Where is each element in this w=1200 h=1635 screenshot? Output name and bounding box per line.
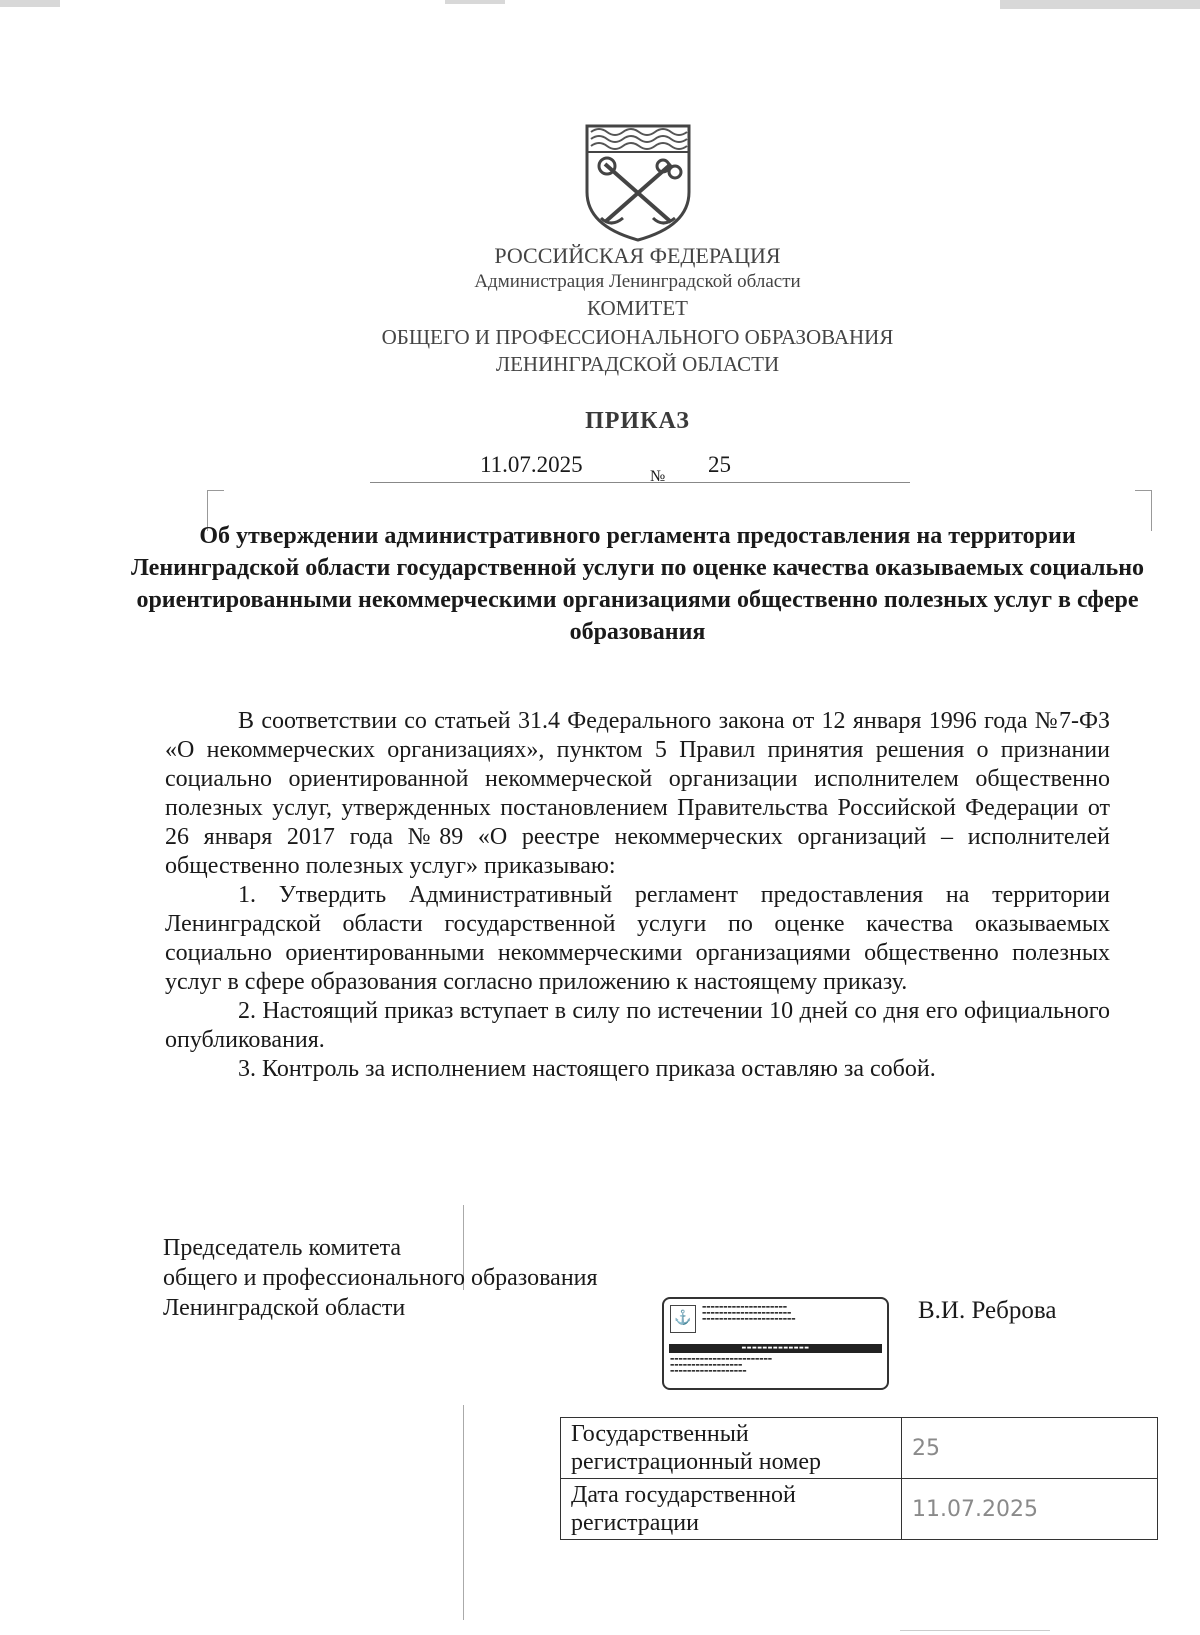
order-date: 11.07.2025	[480, 452, 583, 477]
leningrad-oblast-coat-of-arms-icon	[583, 122, 693, 242]
header-region: ЛЕНИНГРАДСКОЙ ОБЛАСТИ	[495, 352, 780, 376]
header-committee-name: ОБЩЕГО И ПРОФЕССИОНАЛЬНОГО ОБРАЗОВАНИЯ	[381, 325, 894, 349]
scan-edge-right	[1000, 0, 1200, 9]
table-row	[561, 1418, 1158, 1479]
electronic-signature-stamp: ⚓ ▬▬▬▬▬▬▬▬▬▬▬▬▬▬▬▬▬▬▬▬ ▬▬▬▬▬▬▬▬▬▬▬▬▬▬▬▬▬▬▬▬▬ ▬▬▬▬▬▬▬▬▬▬▬▬▬▬▬▬▬▬▬▬▬▬ ▬▬▬▬▬▬▬▬▬▬▬▬▬ ▬▬▬▬▬▬▬▬▬▬▬▬▬▬▬▬▬▬▬▬▬▬▬▬ ▬▬▬▬▬▬▬▬▬▬▬▬▬▬▬▬▬ ▬▬▬▬▬▬▬▬▬▬▬▬▬▬▬▬▬▬	[662, 1297, 889, 1390]
header-committee-word: КОМИТЕТ	[587, 296, 688, 320]
stamp-band: ▬▬▬▬▬▬▬▬▬▬▬▬▬	[669, 1344, 882, 1353]
signatory-position	[163, 1233, 598, 1323]
body-item-3: 3. Контроль за исполнением настоящего приказа оставляю за собой.	[238, 1056, 936, 1082]
signatory-position-line-1: Председатель комитета	[163, 1235, 402, 1261]
signatory-position-line-3: Ленинградской области	[163, 1295, 406, 1321]
scan-edge-center	[445, 0, 505, 4]
registration-number-label: Государственный регистрационный номер	[561, 1418, 902, 1479]
signatory-name: В.И. Реброва	[918, 1297, 1057, 1324]
header-administration: Администрация Ленинградской области	[474, 271, 801, 292]
body-item-1: 1. Утвердить Административный регламент предоставления на территории Ленинградской области государственной услуги по оценке качества оказываемых социально ориентированными некоммерческими организациями общественно полезных услуг в сфере образования согласно приложению к настоящему приказу.	[165, 882, 1110, 995]
stamp-emblem-icon: ⚓	[670, 1305, 696, 1333]
scan-vertical-line-bottom	[463, 1405, 464, 1620]
registration-number-value: 25	[902, 1418, 1158, 1479]
registration-date-label: Дата государственной регистрации	[561, 1479, 902, 1540]
scan-edge-left	[0, 0, 60, 7]
order-number: 25	[708, 452, 731, 477]
table-row	[561, 1479, 1158, 1540]
registration-table	[560, 1417, 1158, 1540]
order-number-sign: №	[650, 468, 666, 485]
registration-date-value: 11.07.2025	[902, 1479, 1158, 1540]
order-body	[165, 707, 1110, 1084]
footer-scan-line	[900, 1630, 1050, 1631]
signatory-position-line-2: общего и профессионального образования	[163, 1265, 598, 1291]
header-country: РОССИЙСКАЯ ФЕДЕРАЦИЯ	[494, 243, 781, 268]
order-title: ПРИКАЗ	[585, 408, 690, 434]
date-number-underline	[370, 482, 910, 483]
body-preamble: В соответствии со статьей 31.4 Федерального закона от 12 января 1996 года №7-ФЗ «О некоммерческих организациях», пунктом 5 Правил принятия решения о признании социально ориентированной некоммерческой организации исполнителем общественно полезных услуг, утвержденных постановлением Правительства Российской Федерации от 26 января 2017 года №89 «О реестре некоммерческих организаций – исполнителей общественно полезных услуг» приказываю:	[165, 708, 1110, 879]
order-subject: Об утверждении административного регламента предоставления на территории Ленинградской области государственной услуги по оценке качества оказываемых социально ориентированными некоммерческими организациями общественно полезных услуг в сфере образования	[130, 523, 1145, 645]
body-item-2: 2. Настоящий приказ вступает в силу по истечении 10 дней со дня его официального опубликования.	[165, 998, 1110, 1053]
